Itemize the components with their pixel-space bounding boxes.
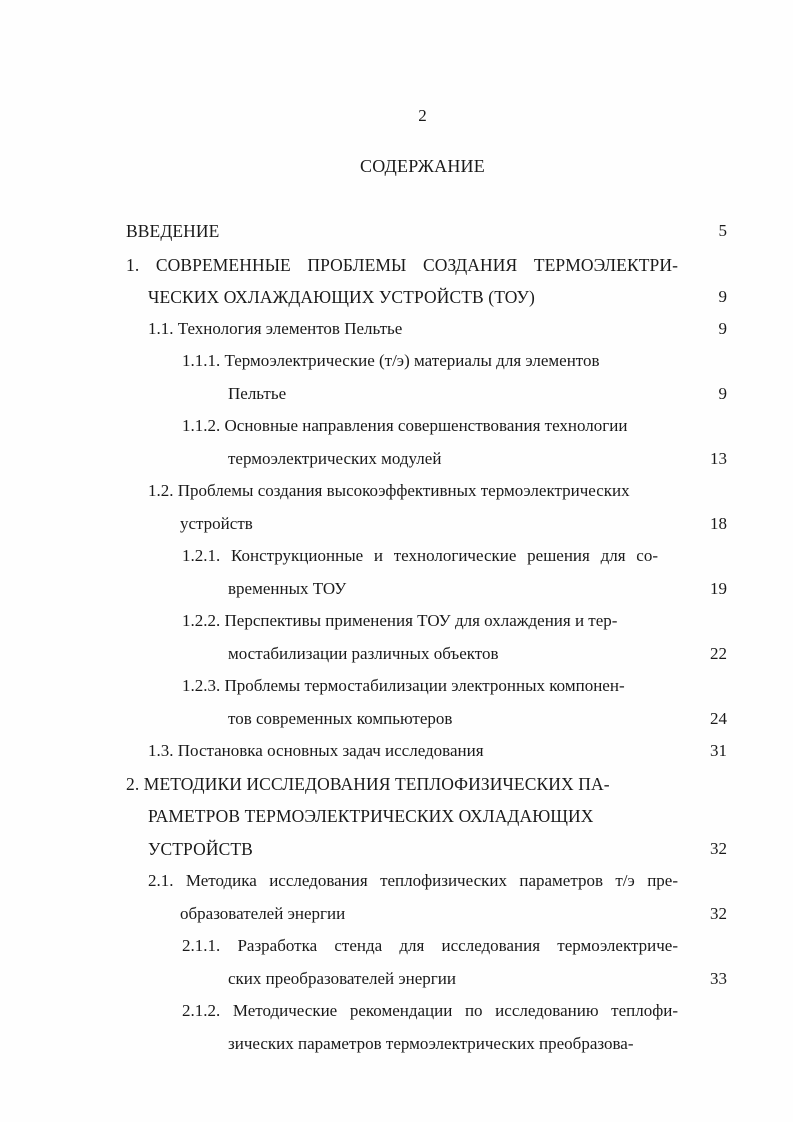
- toc-page-number: 31: [710, 741, 727, 760]
- toc-entry-1-1: 1.1. Технология элементов Пельтье: [148, 319, 403, 338]
- toc-page-number: 9: [718, 319, 727, 338]
- toc-entry-1-1-1: 1.1.1. Термоэлектрические (т/э) материалы для элементов: [182, 351, 600, 370]
- toc-entry-1-2-2-cont: мостабилизации различных объектов: [228, 644, 499, 663]
- toc-entry-chapter-1-cont: ЧЕСКИХ ОХЛАЖДАЮЩИХ УСТРОЙСТВ (ТОУ): [148, 287, 535, 307]
- toc-page-number: 5: [718, 221, 727, 240]
- toc-entry-1-2-3: 1.2.3. Проблемы термостабилизации электронных компонен-: [182, 676, 625, 695]
- toc-page-number: 32: [710, 904, 727, 923]
- toc-entry-1-1-1-cont: Пельтье: [228, 384, 287, 403]
- toc-page-number: 32: [710, 839, 727, 858]
- toc-entry-1-2-cont: устройств: [180, 514, 253, 533]
- toc-page-number: 18: [710, 514, 727, 533]
- toc-page-number: 13: [710, 449, 727, 468]
- toc-page-number: 24: [710, 709, 727, 728]
- toc-entry-2-1-2-cont: зических параметров термоэлектрических преобразова-: [228, 1034, 634, 1053]
- toc-page-number: 9: [718, 384, 727, 403]
- toc-entry-2-1-2: 2.1.2. Методические рекомендации по исследованию теплофи-: [182, 1001, 678, 1020]
- toc-entry-chapter-2-cont2: УСТРОЙСТВ: [148, 839, 253, 859]
- page-number: 2: [418, 106, 427, 125]
- toc-page-number: 33: [710, 969, 727, 988]
- toc-entry-1-1-2: 1.1.2. Основные направления совершенствования технологии: [182, 416, 628, 435]
- toc-entry-2-1-1: 2.1.1. Разработка стенда для исследования термоэлектриче-: [182, 936, 678, 955]
- toc-page-number: 22: [710, 644, 727, 663]
- toc-entry-1-1-2-cont: термоэлектрических модулей: [228, 449, 442, 468]
- toc-page-number: 19: [710, 579, 727, 598]
- toc-entry-chapter-2-cont: РАМЕТРОВ ТЕРМОЭЛЕКТРИЧЕСКИХ ОХЛАДАЮЩИХ: [148, 806, 594, 826]
- toc-entry-2-1-cont: образователей энергии: [180, 904, 346, 923]
- toc-entry-introduction: ВВЕДЕНИЕ: [126, 221, 220, 241]
- toc-entry-1-2-3-cont: тов современных компьютеров: [228, 709, 453, 728]
- toc-entry-1-2-1-cont: временных ТОУ: [228, 579, 347, 598]
- toc-entry-chapter-2: 2. МЕТОДИКИ ИССЛЕДОВАНИЯ ТЕПЛОФИЗИЧЕСКИХ ПА-: [126, 774, 610, 794]
- toc-entry-1-2-1: 1.2.1. Конструкционные и технологические решения для со-: [182, 546, 658, 565]
- toc-page-number: 9: [718, 287, 727, 306]
- toc-entry-2-1-1-cont: ских преобразователей энергии: [228, 969, 456, 988]
- toc-title: СОДЕРЖАНИЕ: [360, 156, 485, 176]
- toc-entry-1-3: 1.3. Постановка основных задач исследования: [148, 741, 484, 760]
- toc-entry-2-1: 2.1. Методика исследования теплофизических параметров т/э пре-: [148, 871, 678, 890]
- toc-entry-1-2-2: 1.2.2. Перспективы применения ТОУ для охлаждения и тер-: [182, 611, 618, 630]
- toc-entry-chapter-1: 1. СОВРЕМЕННЫЕ ПРОБЛЕМЫ СОЗДАНИЯ ТЕРМОЭЛЕКТРИ-: [126, 255, 678, 275]
- toc-entry-1-2: 1.2. Проблемы создания высокоэффективных термоэлектрических: [148, 481, 630, 500]
